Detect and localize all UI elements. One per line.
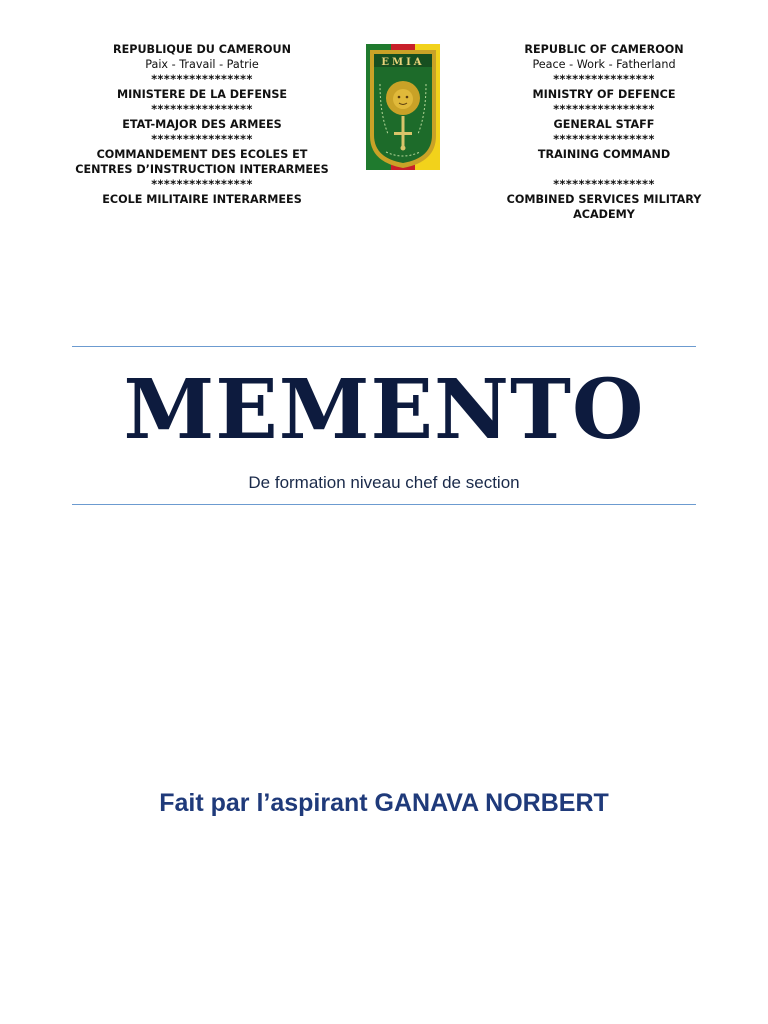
command-fr-line1: COMMANDEMENT DES ECOLES ET <box>96 148 308 161</box>
separator: **************** <box>151 133 253 146</box>
lion-face <box>393 89 413 109</box>
school-en-line1: COMBINED SERVICES MILITARY <box>506 193 702 206</box>
header-right <box>454 42 754 222</box>
sword-blade <box>402 116 405 146</box>
sword-pommel <box>401 146 406 151</box>
school-fr: ECOLE MILITAIRE INTERARMEES <box>102 193 302 206</box>
author-line: Fait par l’aspirant GANAVA NORBERT <box>159 789 609 817</box>
emblem-top-text: EMIA <box>381 57 425 68</box>
separator: **************** <box>553 133 655 146</box>
command-en: TRAINING COMMAND <box>537 148 671 161</box>
sword-guard <box>394 132 412 135</box>
separator: **************** <box>553 103 655 116</box>
school-en-line2: ACADEMY <box>573 208 635 221</box>
header-left <box>52 42 352 207</box>
emia-shield-icon <box>366 44 440 170</box>
separator: **************** <box>151 103 253 116</box>
separator: **************** <box>553 178 655 191</box>
ministry-en: MINISTRY OF DEFENCE <box>532 88 676 101</box>
separator: **************** <box>151 178 253 191</box>
separator: **************** <box>151 73 253 86</box>
lion-eye-left <box>398 96 401 99</box>
title-rule-top <box>72 346 696 347</box>
motto-en: Peace - Work - Fatherland <box>532 58 676 71</box>
document-title: MEMENTO <box>123 362 645 458</box>
document-subtitle: De formation niveau chef de section <box>248 473 520 492</box>
staff-en: GENERAL STAFF <box>553 118 655 131</box>
title-rule-bottom <box>72 504 696 505</box>
command-fr-line2: CENTRES D’INSTRUCTION INTERARMEES <box>75 163 329 176</box>
country-name-en: REPUBLIC OF CAMEROON <box>524 43 684 56</box>
country-name-fr: REPUBLIQUE DU CAMEROUN <box>113 43 291 56</box>
staff-fr: ETAT-MAJOR DES ARMEES <box>122 118 282 131</box>
separator: **************** <box>553 73 655 86</box>
lion-eye-right <box>406 96 409 99</box>
emia-emblem <box>366 44 440 170</box>
ministry-fr: MINISTERE DE LA DEFENSE <box>116 88 288 101</box>
motto-fr: Paix - Travail - Patrie <box>145 58 259 71</box>
spacer <box>454 162 754 177</box>
